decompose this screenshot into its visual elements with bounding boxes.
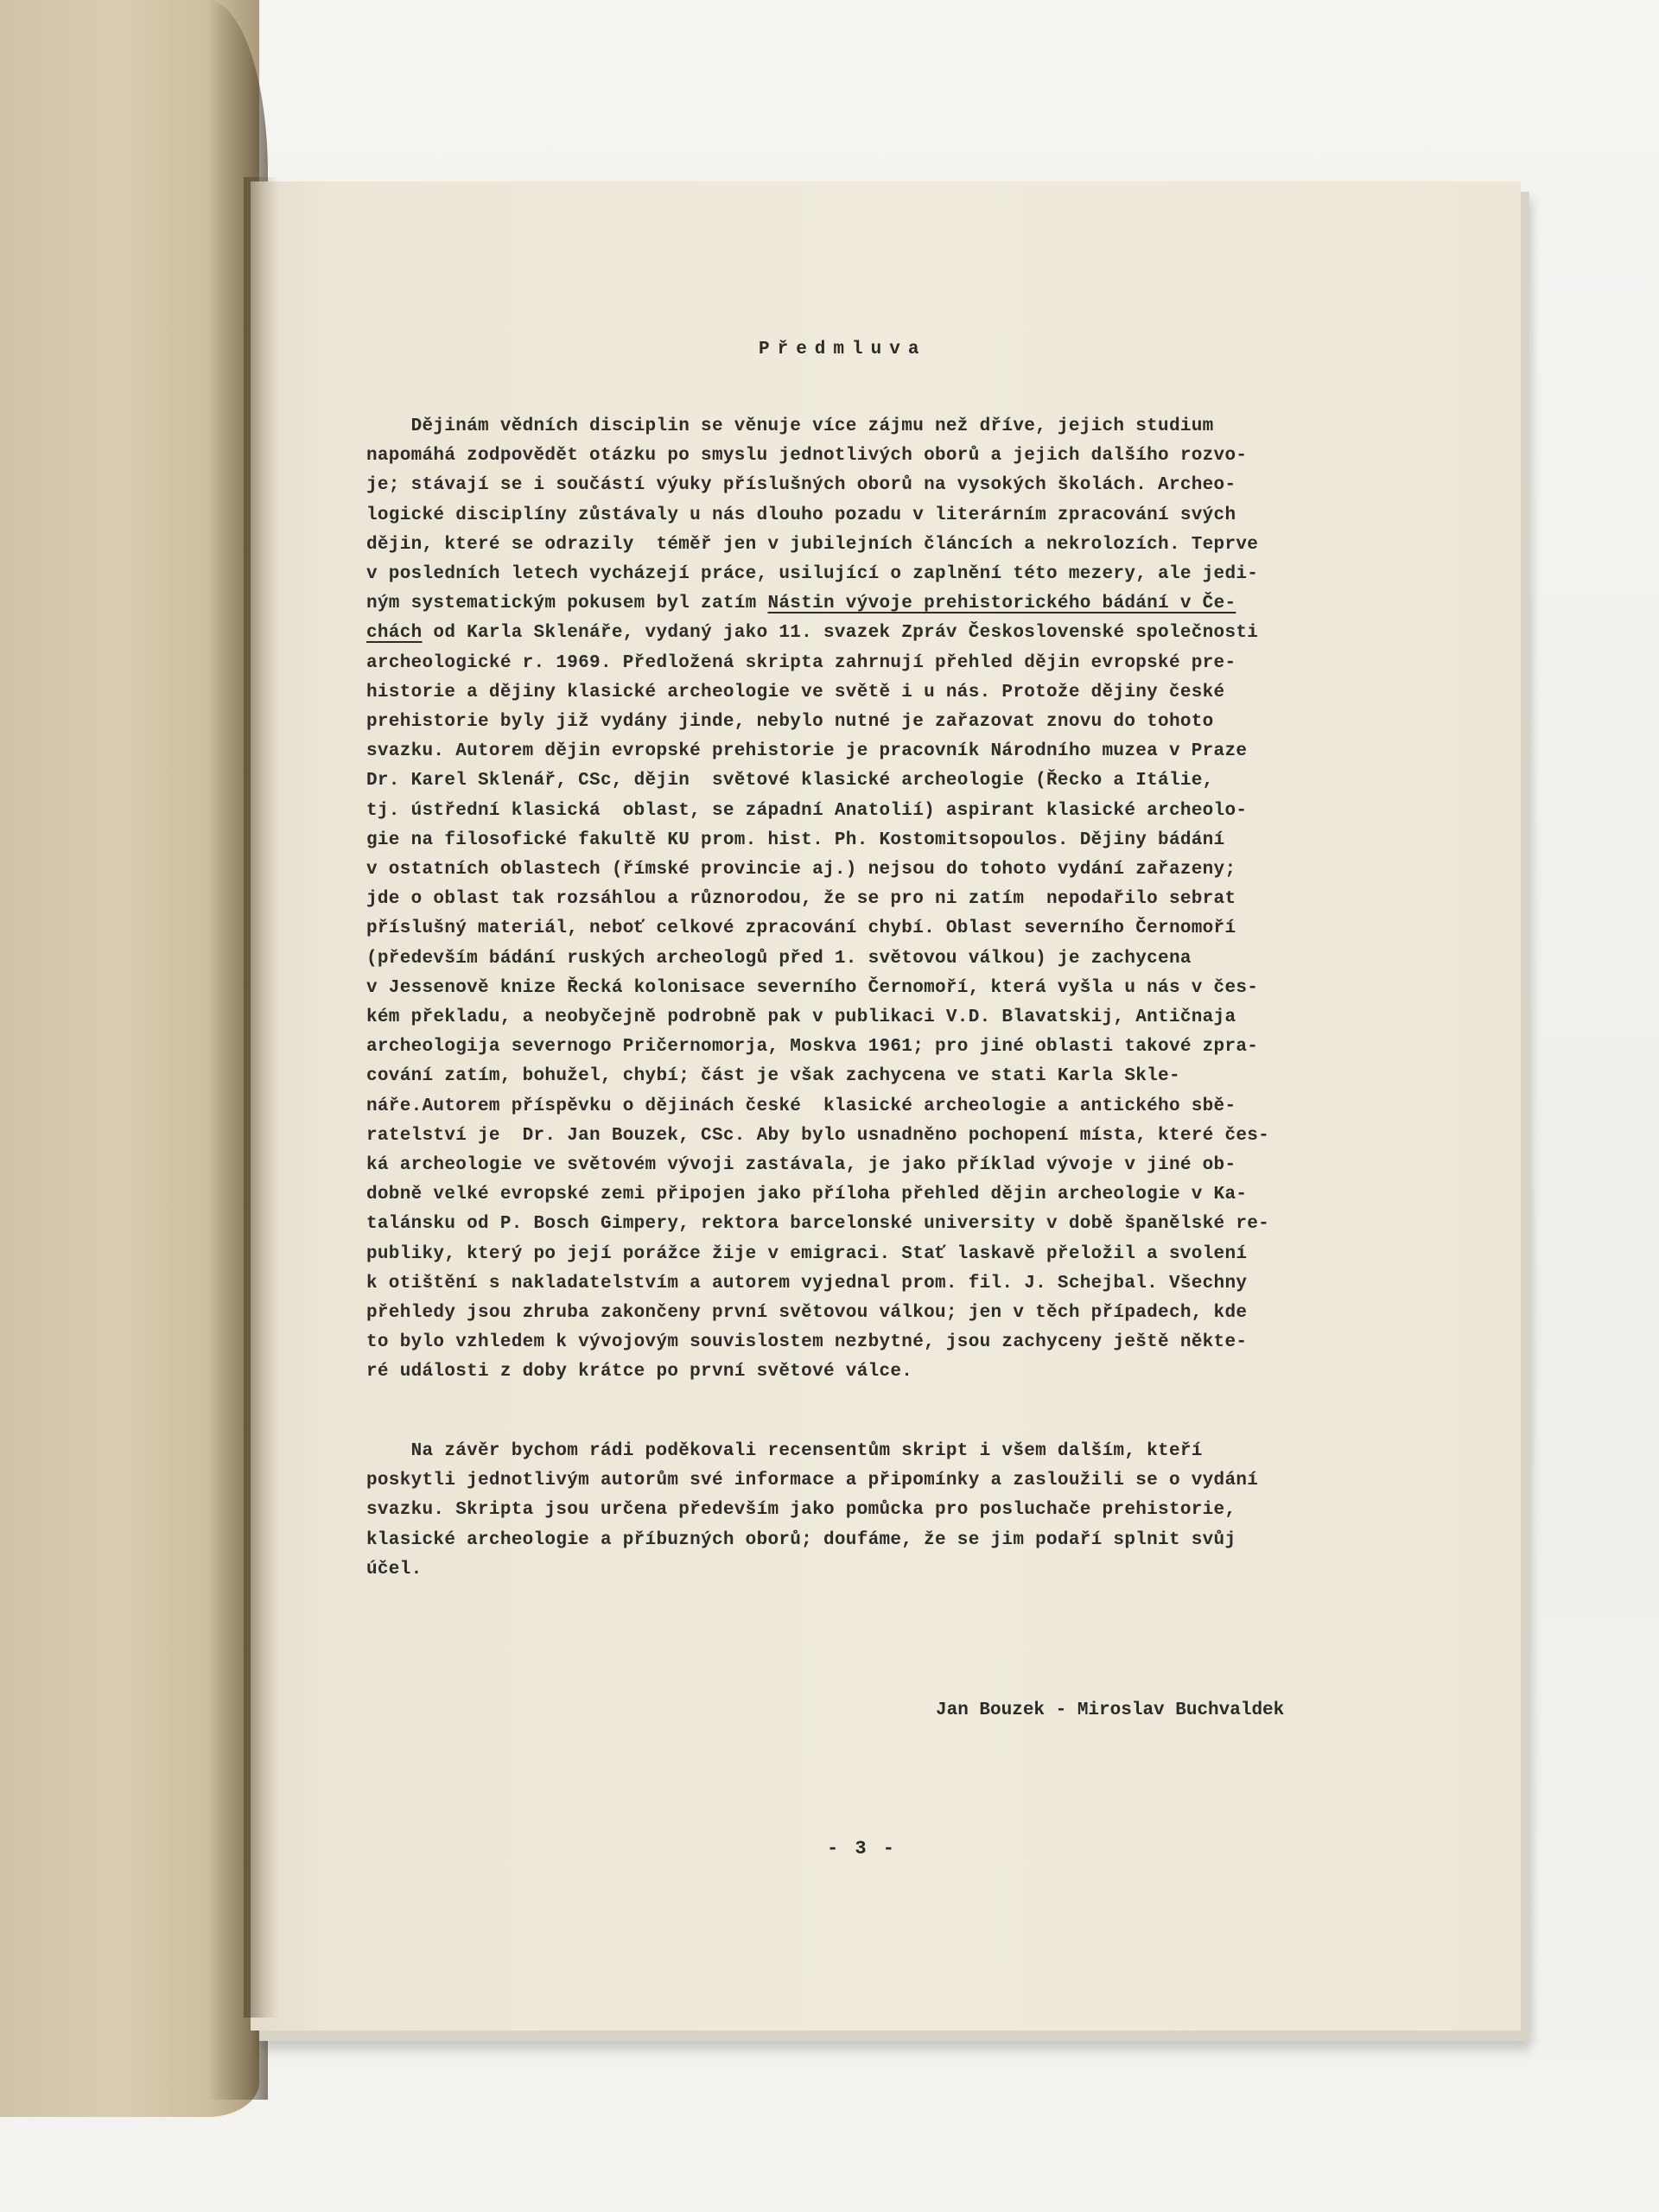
text-line: archeologické r. 1969. Předložená skripta zahrnují přehled dějin evropské pre- — [366, 652, 1236, 673]
page-heading: Předmluva — [759, 340, 927, 359]
text-line: přehledy jsou zhruba zakončeny první světovou válkou; jen v těch případech, kde — [366, 1303, 1248, 1323]
text-line: Dr. Karel Sklenář, CSc, dějin světové klasické archeologie (Řecko a Itálie, — [366, 771, 1214, 791]
text-line: Dějinám vědních disciplin se věnuje více zájmu než dříve, jejich studium — [366, 416, 1214, 436]
text-line: to bylo vzhledem k vývojovým souvislostem nezbytné, jsou zachyceny ještě někte- — [366, 1332, 1248, 1353]
text-line: (především bádání ruských archeologů před 1. světovou válkou) je zachycena — [366, 948, 1192, 969]
text-line: klasické archeologie a příbuzných oborů; doufáme, že se jim podaří splnit svůj — [366, 1529, 1236, 1550]
text-line: archeologija severnogo Pričernomorja, Moskva 1961; pro jiné oblasti takové zpra- — [366, 1037, 1259, 1058]
text-line: v Jessenově knize Řecká kolonisace severního Černomoří, která vyšla u nás v čes- — [366, 977, 1259, 998]
text-line: účel. — [366, 1559, 423, 1580]
text-line — [366, 623, 1258, 643]
text-line — [366, 594, 1236, 613]
page-number: - 3 - — [827, 1838, 898, 1859]
text-line: dobně velké evropské zemi připojen jako příloha přehled dějin archeologie v Ka- — [366, 1185, 1248, 1205]
text-line: ré události z doby krátce po první světové válce. — [366, 1362, 913, 1382]
text-line: ratelství je Dr. Jan Bouzek, CSc. Aby bylo usnadněno pochopení místa, které čes- — [366, 1125, 1270, 1146]
text-line: gie na filosofické fakultě KU prom. hist. Ph. Kostomitsopoulos. Dějiny bádání — [366, 830, 1225, 850]
text-line: dějin, které se odrazily téměř jen v jubilejních článcích a nekrolozích. Teprve — [366, 534, 1259, 555]
text-line: náře.Autorem příspěvku o dějinách české klasické archeologie a antického sbě- — [366, 1096, 1236, 1116]
underlined-title: Nástin vývoje prehistorického bádání v Če- — [767, 594, 1236, 614]
text-line: cování zatím, bohužel, chybí; část je však zachycena ve stati Karla Skle- — [366, 1066, 1180, 1087]
text-segment: od Karla Sklenáře, vydaný jako 11. svazek Zpráv Československé společnosti — [422, 623, 1259, 644]
text-line: ká archeologie ve světovém vývoji zastávala, je jako příklad vývoje v jiné ob- — [366, 1155, 1236, 1175]
gutter-shadow — [244, 177, 278, 2018]
text-line: je; stávají se i součástí výuky příslušných oborů na vysokých školách. Archeo- — [366, 475, 1236, 496]
text-line: tj. ústřední klasická oblast, se západní Anatolií) aspirant klasické archeolo- — [366, 800, 1248, 821]
text-line: poskytli jednotlivým autorům své informace a připomínky a zasloužili se o vydání — [366, 1471, 1259, 1491]
text-line: Na závěr bychom rádi poděkovali recensentům skript i všem dalším, kteří — [366, 1441, 1203, 1461]
text-line: talánsku od P. Bosch Gimpery, rektora barcelonské university v době španělské re- — [366, 1214, 1270, 1235]
underlined-title: chách — [366, 623, 423, 644]
text-line: k otištění s nakladatelstvím a autorem vyjednal prom. fil. J. Schejbal. Všechny — [366, 1273, 1248, 1294]
text-segment: ným systematickým pokusem byl zatím — [366, 594, 768, 614]
text-line: jde o oblast tak rozsáhlou a různorodou, že se pro ni zatím nepodařilo sebrat — [366, 889, 1236, 910]
text-line: historie a dějiny klasické archeologie ve světě i u nás. Protože dějiny české — [366, 682, 1225, 702]
text-line: svazku. Skripta jsou určena především jako pomůcka pro posluchače prehistorie, — [366, 1500, 1236, 1521]
text-line: v ostatních oblastech (římské provincie aj.) nejsou do tohoto vydání zařazeny; — [366, 860, 1236, 880]
text-line: napomáhá zodpovědět otázku po smyslu jednotlivých oborů a jejich dalšího rozvo- — [366, 446, 1248, 467]
text-line: kém překladu, a neobyčejně podrobně pak v publikaci V.D. Blavatskij, Antičnaja — [366, 1007, 1236, 1027]
text-line: logické disciplíny zůstávaly u nás dlouho pozadu v literárním zpracování svých — [366, 505, 1236, 525]
text-line: publiky, který po její porážce žije v emigraci. Stať laskavě přeložil a svolení — [366, 1243, 1248, 1264]
signature: Jan Bouzek - Miroslav Buchvaldek — [936, 1700, 1285, 1720]
text-line: prehistorie byly již vydány jinde, nebylo nutné je zařazovat znovu do tohoto — [366, 712, 1214, 732]
text-line: příslušný materiál, neboť celkové zpracování chybí. Oblast severního Černomoří — [366, 918, 1236, 939]
text-line: v posledních letech vycházejí práce, usilující o zaplnění této mezery, ale jedi- — [366, 564, 1259, 584]
text-line: svazku. Autorem dějin evropské prehistorie je pracovník Národního muzea v Praze — [366, 741, 1248, 762]
